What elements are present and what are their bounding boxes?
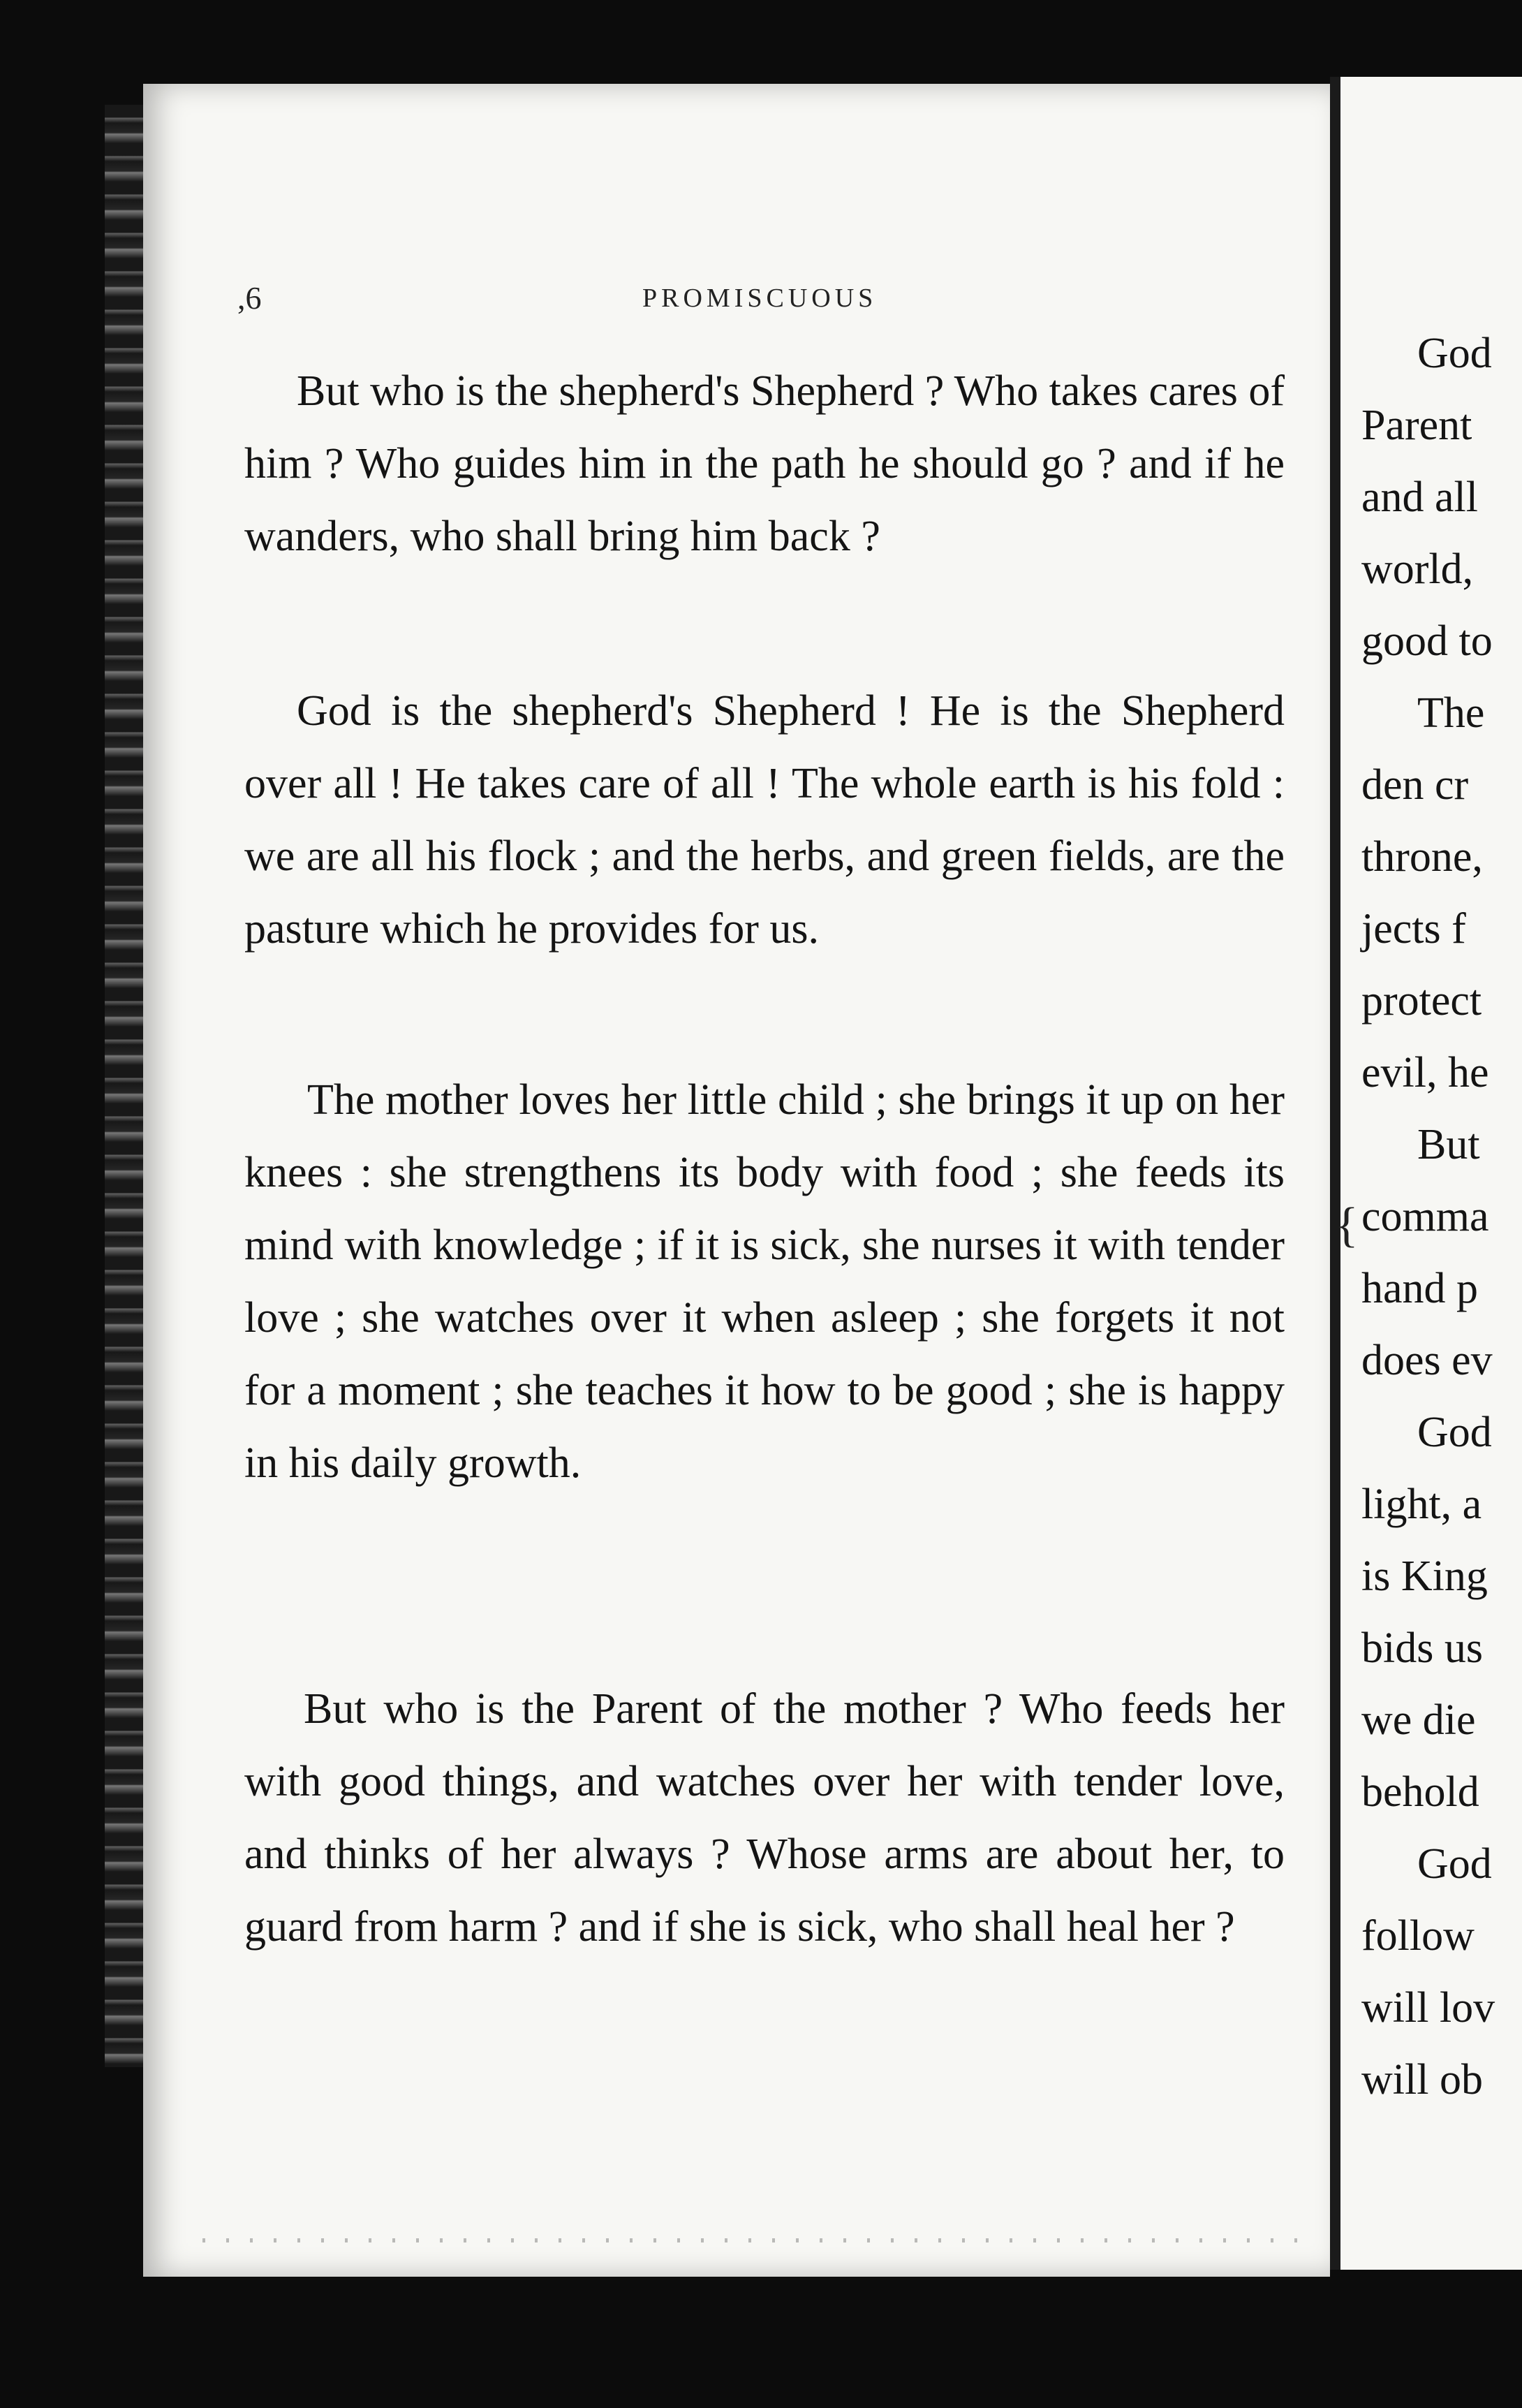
right-page-line: God: [1417, 330, 1492, 377]
right-page-line: and all: [1361, 473, 1478, 521]
right-page-line: light, a: [1361, 1481, 1482, 1528]
running-head: PROMISCUOUS: [642, 284, 878, 313]
right-page-line: behold: [1361, 1768, 1479, 1816]
right-page-line: God: [1417, 1409, 1492, 1456]
paragraph: God is the shepherd's Shepherd ! He is the Shepherd over all ! He takes care of all ! The whole earth is his fold : we are all his flock ; and the herbs, and green fields, are the pasture which he provides for us.: [244, 687, 1285, 953]
right-page-line: will lov: [1361, 1984, 1495, 2032]
right-page-line: will ob: [1361, 2056, 1483, 2104]
paragraph: The mother loves her little child ; she brings it up on her knees : she strengthens its body with food ; she feeds its mind with knowledge ; if it is sick, she nurses it with tender love ; she watches over it when asleep ; she forgets it not for a moment ; she teaches it how to be good ; she is happy in his daily growth.: [244, 1076, 1285, 1487]
right-page-line: But: [1417, 1121, 1480, 1168]
right-page-line: good to: [1361, 617, 1493, 665]
right-page-line: God: [1417, 1840, 1492, 1888]
right-page-line: follow: [1361, 1912, 1475, 1960]
right-page-line: world,: [1361, 545, 1474, 593]
right-page-line: Parent: [1361, 402, 1472, 449]
right-page-line: throne,: [1361, 833, 1483, 881]
page-number: ,6: [237, 280, 262, 316]
page-gutter: [1330, 77, 1340, 2270]
right-page-line: hand p: [1361, 1265, 1479, 1312]
right-page-line: protect: [1361, 977, 1482, 1025]
right-page-line: jects f: [1361, 905, 1466, 953]
page-bottom-edge: [182, 2238, 1313, 2242]
right-page-line: evil, he: [1361, 1049, 1489, 1096]
right-page-line: does ev: [1361, 1337, 1493, 1384]
right-page-line: is King: [1361, 1552, 1488, 1600]
right-page-line: The: [1417, 689, 1485, 737]
right-page-line: comma: [1361, 1193, 1489, 1240]
paragraph: But who is the Parent of the mother ? Who feeds her with good things, and watches over her with tender love, and thinks of her always ? Whose arms are about her, to guard from harm ? and if she is sick, who shall heal her ?: [244, 1685, 1285, 1951]
paragraph: But who is the shepherd's Shepherd ? Who takes cares of him ? Who guides him in the path he should go ? and if he wanders, who shall bring him back ?: [244, 367, 1285, 560]
right-page-line: den cr: [1361, 761, 1469, 809]
margin-bracket: {: [1335, 1198, 1359, 1252]
right-page-line: we die: [1361, 1696, 1476, 1744]
right-page-text: [1361, 318, 1522, 2116]
right-page-line: bids us: [1361, 1624, 1483, 1672]
